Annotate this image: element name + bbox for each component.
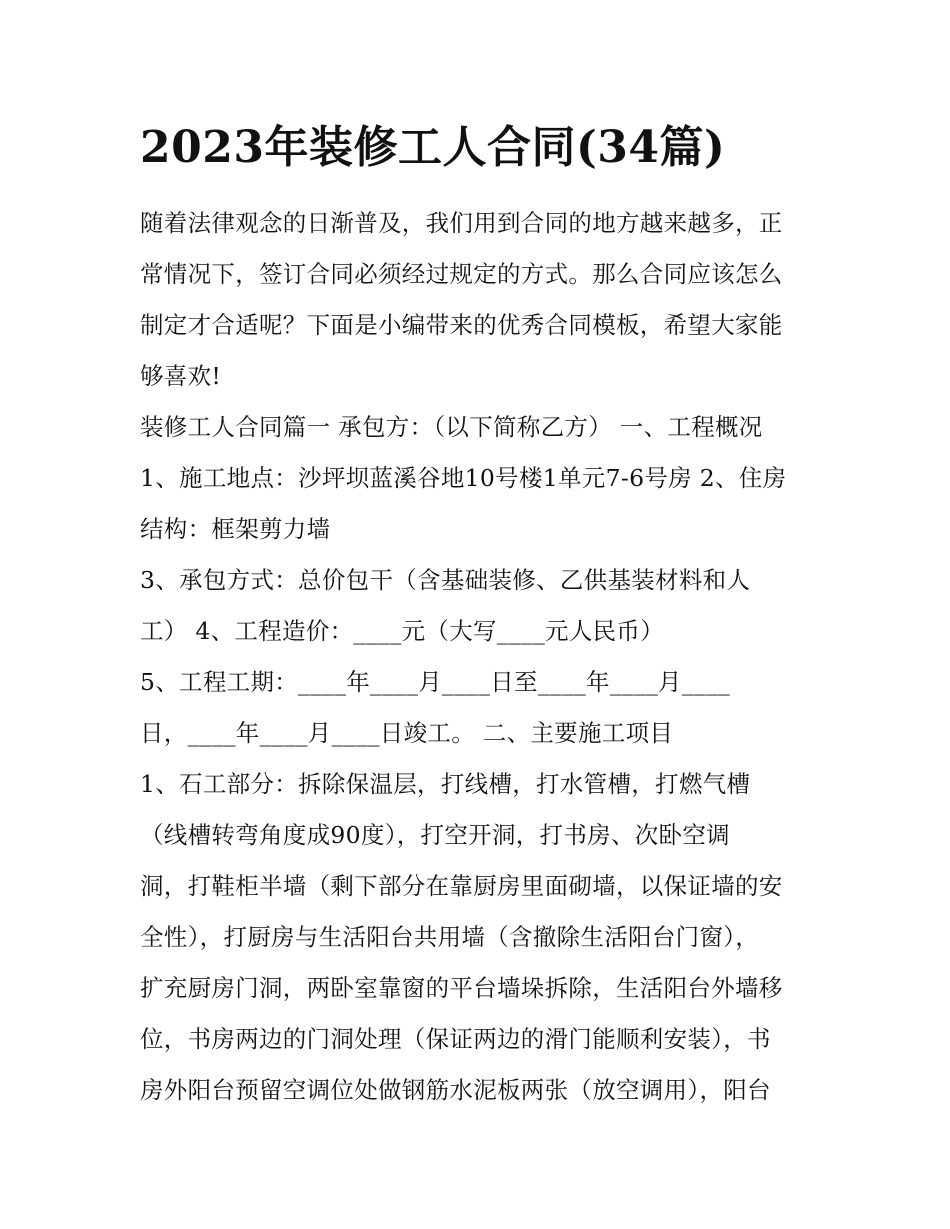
text-line: 1、施工地点：沙坪坝蓝溪谷地10号楼1单元7-6号房 2、住房 — [140, 464, 787, 492]
text-line: 1、石工部分：拆除保温层，打线槽，打水管槽，打燃气槽 — [140, 770, 751, 798]
text-line: 3、承包方式：总价包干（含基础装修、乙供基装材料和人 — [140, 566, 751, 594]
text-line: 洞，打鞋柜半墙（剩下部分在靠厨房里面砌墙，以保证墙的安 — [140, 872, 783, 900]
text-line: 房外阳台预留空调位处做钢筋水泥板两张（放空调用），阳台 — [140, 1076, 771, 1104]
text-line: 装修工人合同篇一 承包方：（以下简称乙方） 一、工程概况 — [140, 413, 763, 441]
text-line: 位，书房两边的门洞处理（保证两边的滑门能顺利安装），书 — [140, 1025, 771, 1053]
text-line: 随着法律观念的日渐普及，我们用到合同的地方越来越多，正 — [140, 209, 783, 237]
text-line: 工） 4、工程造价：____元（大写____元人民币） — [140, 617, 665, 645]
text-line: 够喜欢! — [140, 362, 222, 390]
document-title: 2023年装修工人合同(34篇) — [140, 122, 726, 173]
text-line: 全性），打厨房与生活阳台共用墙（含撤除生活阳台门窗）， — [140, 923, 760, 951]
text-line: 结构：框架剪力墙 — [140, 515, 331, 543]
text-line: 常情况下，签订合同必须经过规定的方式。那么合同应该怎么 — [140, 260, 783, 288]
document-body — [140, 198, 820, 1116]
text-line: （线槽转弯角度成90度），打空开洞，打书房、次卧空调 — [140, 821, 730, 849]
text-line: 扩充厨房门洞，两卧室靠窗的平台墙垛拆除，生活阳台外墙移 — [140, 974, 783, 1002]
text-line: 日，____年____月____日竣工。 二、主要施工项目 — [140, 719, 674, 747]
text-line: 制定才合适呢？下面是小编带来的优秀合同模板，希望大家能 — [140, 311, 783, 339]
text-line: 5、工程工期：____年____月____日至____年____月____ — [140, 668, 731, 696]
